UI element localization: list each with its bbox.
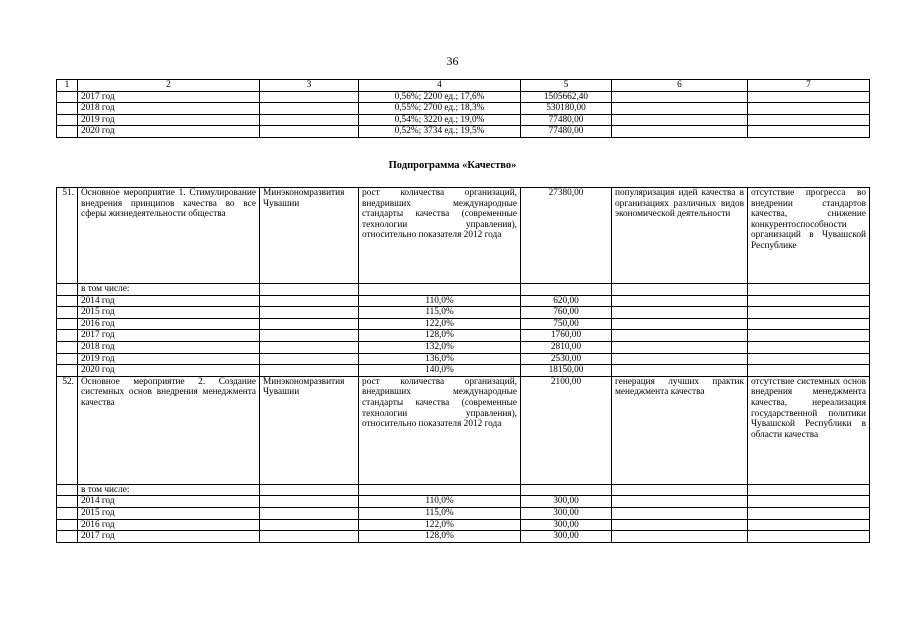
amount-cell: 300,00 — [521, 531, 612, 543]
activity-row — [57, 376, 870, 484]
indicator-value: 128,0% — [359, 330, 521, 342]
funding-amount: 27380,00 — [521, 188, 612, 284]
executor: Минэкономразвития Чувашии — [260, 376, 359, 484]
table-row — [57, 318, 870, 330]
table-row — [57, 507, 870, 519]
amount-cell: 300,00 — [521, 519, 612, 531]
amount-cell: 18150,00 — [521, 365, 612, 377]
funding-amount: 2100,00 — [521, 376, 612, 484]
indicator-value: 115,0% — [359, 307, 521, 319]
table-row — [57, 341, 870, 353]
indicator-value: 0,52%; 3734 ед.; 19,5% — [359, 126, 521, 138]
table-row — [57, 91, 870, 103]
column-number: 7 — [748, 80, 870, 92]
table-row — [57, 307, 870, 319]
year-cell: 2020 год — [78, 126, 260, 138]
table-row — [57, 330, 870, 342]
year-cell: 2014 год — [78, 496, 260, 508]
indicator-value: 115,0% — [359, 507, 521, 519]
year-cell: 2017 год — [78, 330, 260, 342]
activity-name: Основное мероприятие 1. Стимулирование внедрения принципов качества во все сферы жизнедеятельности общества — [78, 188, 260, 284]
amount-cell: 77480,00 — [521, 114, 612, 126]
expected-result: популяризация идей качества в организациях различных видов экономической деятельности — [612, 188, 748, 284]
amount-cell: 1505662,40 — [521, 91, 612, 103]
year-cell: 2019 год — [78, 353, 260, 365]
subprogram-table — [56, 187, 870, 543]
column-number: 2 — [78, 80, 260, 92]
page-number: 36 — [446, 54, 459, 68]
year-cell: 2016 год — [78, 519, 260, 531]
amount-cell: 620,00 — [521, 295, 612, 307]
year-cell: 2017 год — [78, 531, 260, 543]
year-cell: 2018 год — [78, 341, 260, 353]
indicator-value: 140,0% — [359, 365, 521, 377]
indicator-value: 128,0% — [359, 531, 521, 543]
year-cell: 2016 год — [78, 318, 260, 330]
activity-row — [57, 188, 870, 284]
amount-cell: 77480,00 — [521, 126, 612, 138]
column-number-row — [57, 80, 870, 92]
amount-cell: 300,00 — [521, 496, 612, 508]
amount-cell: 750,00 — [521, 318, 612, 330]
column-number: 5 — [521, 80, 612, 92]
column-number: 1 — [57, 80, 78, 92]
amount-cell: 1760,00 — [521, 330, 612, 342]
table-row — [57, 114, 870, 126]
activity-name: Основное мероприятие 2. Создание системных основ внедрения менеджмента качества — [78, 376, 260, 484]
year-cell: 2015 год — [78, 507, 260, 519]
column-number: 3 — [260, 80, 359, 92]
activity-number: 52. — [57, 376, 78, 484]
risk: отсутствие системных основ внедрения менеджмента качества, нереализация государственной политики Чувашской Республики в области качества — [748, 376, 870, 484]
risk: отсутствие прогресса во внедрении стандартов качества, снижение конкурентоспособности организаций в Чувашской Республике — [748, 188, 870, 284]
indicator: рост количества организаций, внедривших международные стандарты качества (современные технологии управления), относительно показателя 2012 года — [359, 376, 521, 484]
table-row — [57, 519, 870, 531]
indicator-value: 0,55%; 2700 ед.; 18,3% — [359, 103, 521, 115]
amount-cell: 300,00 — [521, 507, 612, 519]
year-cell: 2014 год — [78, 295, 260, 307]
expected-result: генерация лучших практик менеджмента качества — [612, 376, 748, 484]
indicator-value: 110,0% — [359, 295, 521, 307]
amount-cell: 760,00 — [521, 307, 612, 319]
column-number: 4 — [359, 80, 521, 92]
table-row — [57, 484, 870, 496]
year-cell: 2018 год — [78, 103, 260, 115]
table-row — [57, 126, 870, 138]
indicator-value: 0,56%; 2200 ед.; 17,6% — [359, 91, 521, 103]
indicator: рост количества организаций, внедривших международные стандарты качества (современные технологии управления), относительно показателя 2012 года — [359, 188, 521, 284]
indicator-value: 136,0% — [359, 353, 521, 365]
year-cell: 2020 год — [78, 365, 260, 377]
table-row — [57, 353, 870, 365]
continuation-table — [56, 79, 870, 138]
activity-number: 51. — [57, 188, 78, 284]
table-row — [57, 496, 870, 508]
executor: Минэкономразвития Чувашии — [260, 188, 359, 284]
indicator-value: 110,0% — [359, 496, 521, 508]
amount-cell: 530180,00 — [521, 103, 612, 115]
including-label: в том числе: — [78, 484, 260, 496]
table-row — [57, 284, 870, 296]
section-title: Подпрограмма «Качество» — [388, 160, 517, 171]
year-cell: 2015 год — [78, 307, 260, 319]
column-number: 6 — [612, 80, 748, 92]
amount-cell: 2810,00 — [521, 341, 612, 353]
table-row — [57, 531, 870, 543]
year-cell: 2019 год — [78, 114, 260, 126]
including-label: в том числе: — [78, 284, 260, 296]
indicator-value: 122,0% — [359, 318, 521, 330]
indicator-value: 132,0% — [359, 341, 521, 353]
table-row — [57, 365, 870, 377]
table-row — [57, 295, 870, 307]
table-row — [57, 103, 870, 115]
amount-cell: 2530,00 — [521, 353, 612, 365]
indicator-value: 0,54%; 3220 ед.; 19,0% — [359, 114, 521, 126]
year-cell: 2017 год — [78, 91, 260, 103]
indicator-value: 122,0% — [359, 519, 521, 531]
